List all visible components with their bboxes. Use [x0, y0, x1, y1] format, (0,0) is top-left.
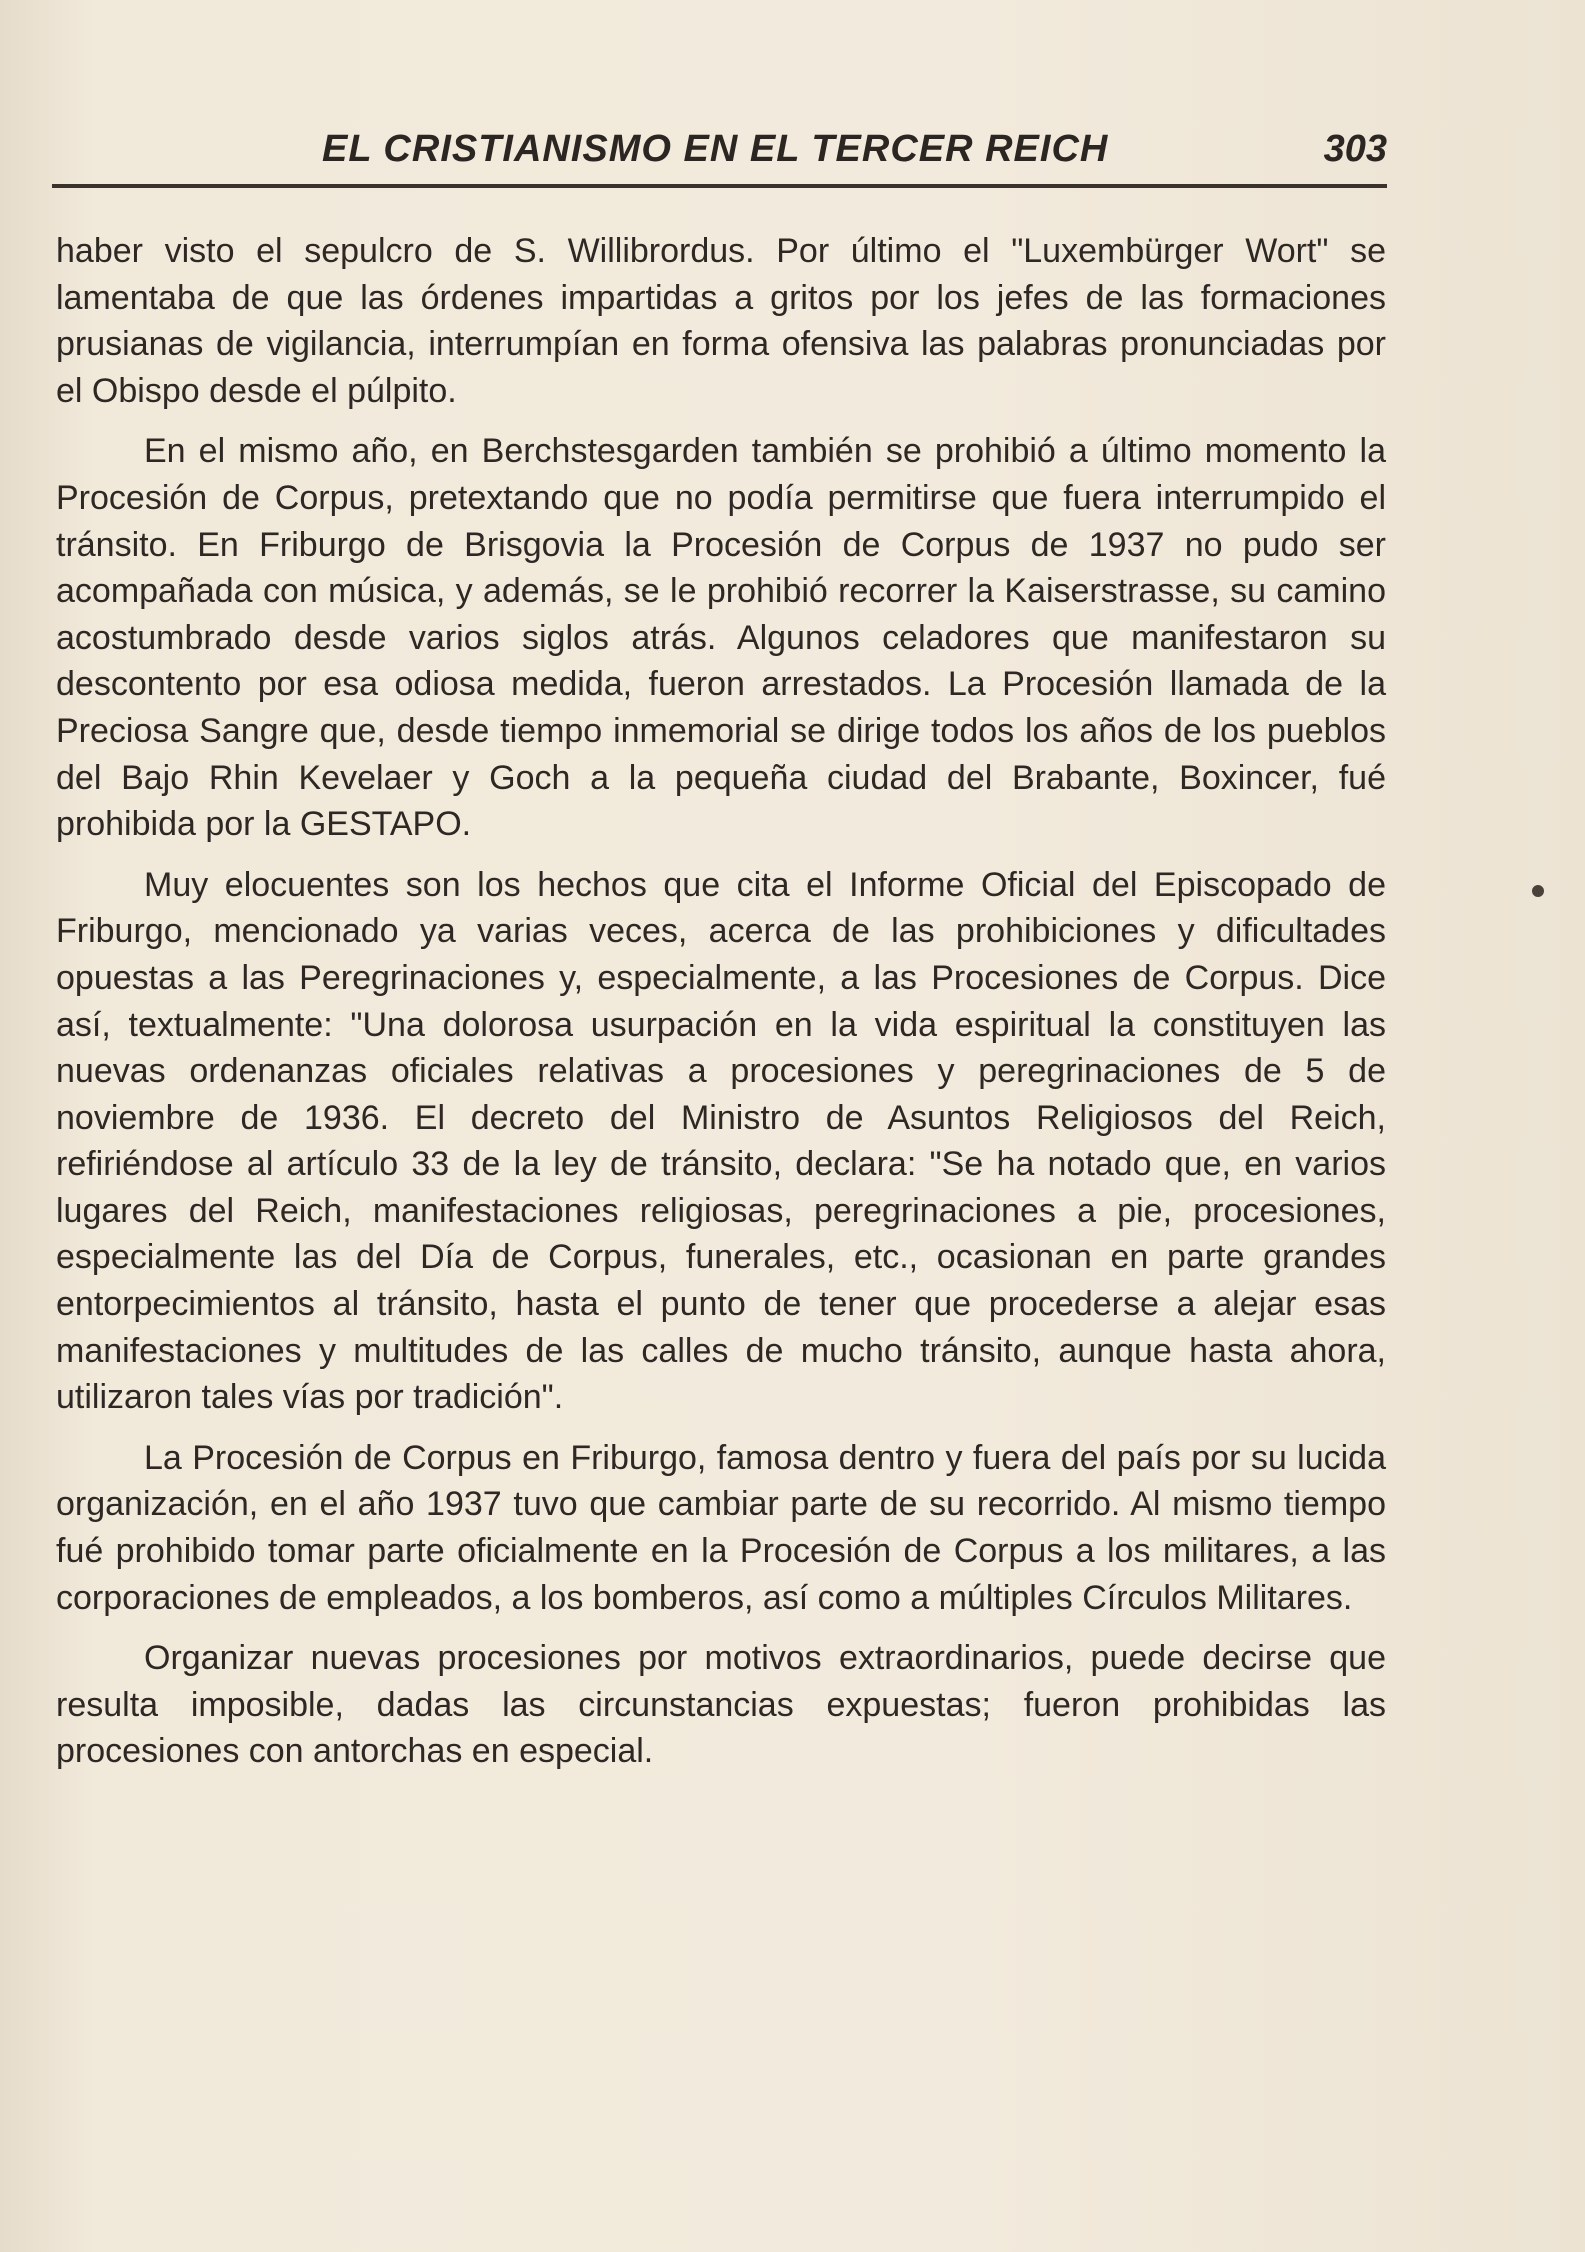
- paragraph-3: Muy elocuentes son los hechos que cita el Informe Oficial del Episcopado de Friburgo, mencionado ya varias veces, acerca de las prohibiciones y dificultades opuestas a las Peregrinaciones y, especialmente, a las Procesiones de Corpus. Dice así, textualmente: "Una dolorosa usurpación en la vida espiritual la constituyen las nuevas ordenanzas oficiales relativas a procesiones y peregrinaciones de 5 de noviembre de 1936. El decreto del Ministro de Asuntos Religiosos del Reich, refiriéndose al artículo 33 de la ley de tránsito, declara: "Se ha notado que, en varios lugares del Reich, manifestaciones religiosas, peregrinaciones a pie, procesiones, especialmente las del Día de Corpus, funerales, etc., ocasionan en parte grandes entorpecimientos al tránsito, hasta el punto de tener que procederse a alejar esas manifestaciones y multitudes de las calles de mucho tránsito, aunque hasta ahora, utilizaron tales vías por tradición".: [56, 865, 1386, 1417]
- body-text: [56, 228, 1386, 1775]
- paragraph-1: haber visto el sepulcro de S. Willibrordus. Por último el "Luxembürger Wort" se lamentaba de que las órdenes impartidas a gritos por los jefes de las formaciones prusianas de vigilancia, interrumpían en forma ofensiva las palabras pronunciadas por el Obispo desde el púlpito.: [56, 232, 1386, 410]
- paragraph-2: En el mismo año, en Berchstesgarden también se prohibió a último momento la Procesión de Corpus, pretextando que no podía permitirse que fuera interrumpido el tránsito. En Friburgo de Brisgovia la Procesión de Corpus de 1937 no pudo ser acompañada con música, y además, se le prohibió recorrer la Kaiserstrasse, su camino acostumbrado desde varios siglos atrás. Algunos celadores que manifestaron su descontento por esa odiosa medida, fueron arrestados. La Procesión llamada de la Preciosa Sangre que, desde tiempo inmemorial se dirige todos los años de los pueblos del Bajo Rhin Kevelaer y Goch a la pequeña ciudad del Brabante, Boxincer, fué prohibida por la GESTAPO.: [56, 432, 1386, 844]
- margin-dot: [1532, 885, 1544, 897]
- paragraph-4: La Procesión de Corpus en Friburgo, famosa dentro y fuera del país por su lucida organización, en el año 1937 tuvo que cambiar parte de su recorrido. Al mismo tiempo fué prohibido tomar parte oficialmente en la Procesión de Corpus a los militares, a las corporaciones de empleados, a los bomberos, así como a múltiples Círculos Militares.: [56, 1438, 1386, 1617]
- header-rule: [52, 184, 1387, 188]
- running-title: EL CRISTIANISMO EN EL TERCER REICH: [322, 128, 1109, 170]
- page-number: 303: [1323, 128, 1387, 170]
- paragraph-5: Organizar nuevas procesiones por motivos extraordinarios, puede decirse que resulta imposible, dadas las circunstancias expuestas; fueron prohibidas las procesiones con antorchas en especial.: [56, 1639, 1386, 1771]
- page-header: [52, 128, 1387, 188]
